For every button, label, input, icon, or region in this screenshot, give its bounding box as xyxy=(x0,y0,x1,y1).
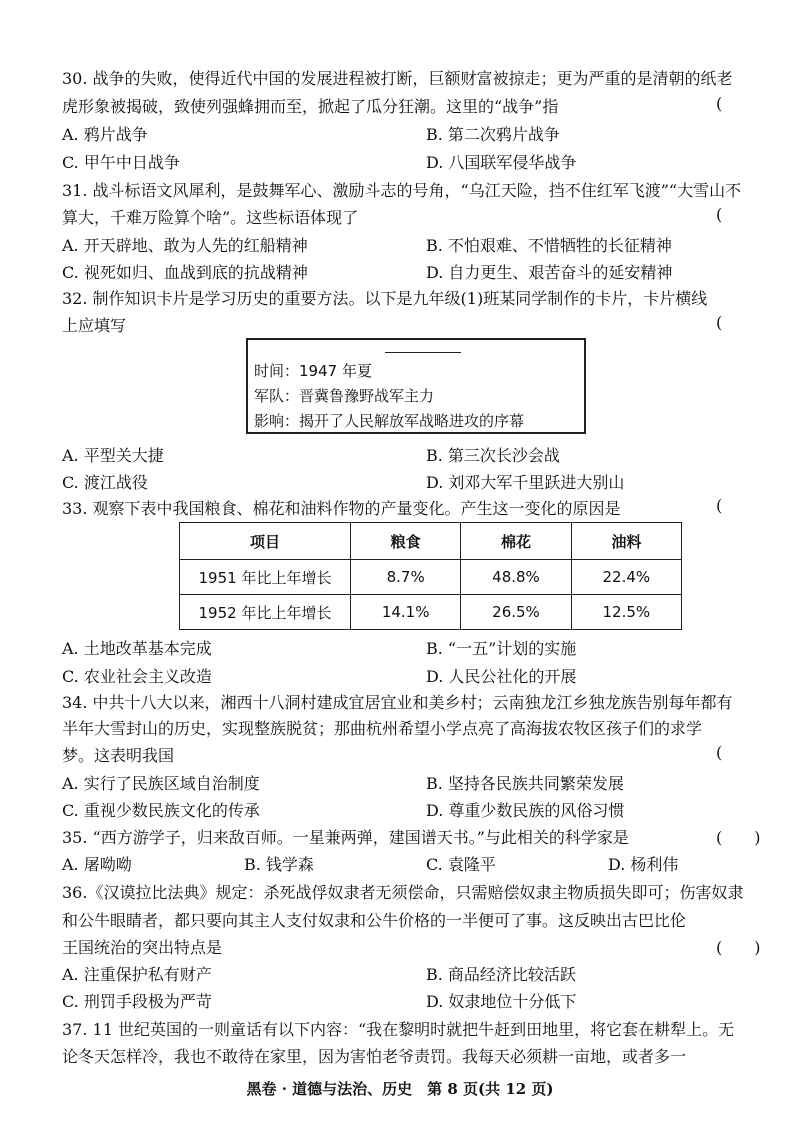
table-header-cell: 项目 xyxy=(180,523,351,560)
q33-option-c: C. 农业社会主义改造 xyxy=(62,667,212,686)
q34-stem-line2: 半年大雪封山的历史，实现整族脱贫；那曲杭州希望小学点亮了高海拔农牧区孩子们的求学 xyxy=(62,719,703,738)
q32-answer-bracket: ( xyxy=(716,313,723,332)
q35-stem-line1: 35. “西方游学子，归来敌百师。一星兼两弹，建国谱天书。”与此相关的科学家是 xyxy=(62,828,629,847)
q31-option-b: B. 不怕艰难、不惜牺牲的长征精神 xyxy=(426,236,672,255)
table-header-cell: 粮食 xyxy=(351,523,461,560)
q34-option-a: A. 实行了民族区域自治制度 xyxy=(62,774,260,793)
q34-stem-line1: 34. 中共十八大以来，湘西十八洞村建成宜居宜业和美乡村；云南独龙江乡独龙族告别每年都有 xyxy=(62,693,733,712)
q30-option-b: B. 第二次鸦片战争 xyxy=(426,125,560,144)
q37-stem-line1: 37. 11 世纪英国的一则童话有以下内容：“我在黎明时就把牛赶到田地里，将它套在耕犁上。无 xyxy=(62,1020,735,1039)
table-header-cell: 棉花 xyxy=(461,523,571,560)
q32-stem-line2: 上应填写 xyxy=(62,316,127,335)
q33-option-b: B. “一五”计划的实施 xyxy=(426,639,577,658)
q32-option-a: A. 平型关大捷 xyxy=(62,446,164,465)
table-cell: 22.4% xyxy=(571,560,681,595)
table-cell: 12.5% xyxy=(571,595,681,630)
q32-option-c: C. 渡江战役 xyxy=(62,473,148,492)
q36-stem-line2: 和公牛眼睛者，都只要向其主人支付奴隶和公牛价格的一半便可了事。这反映出古巴比伦 xyxy=(62,911,687,930)
table-row xyxy=(180,560,682,595)
q30-option-c: C. 甲午中日战争 xyxy=(62,153,180,172)
knowledge-card xyxy=(246,338,586,434)
q35-option-a: A. 屠呦呦 xyxy=(62,855,132,874)
q34-answer-bracket: ( xyxy=(716,743,723,762)
q31-stem-line2: 算大，千难万险算个啥”。这些标语体现了 xyxy=(62,208,359,227)
table-cell: 8.7% xyxy=(351,560,461,595)
q30-answer-bracket: ( xyxy=(716,94,723,113)
production-table xyxy=(179,522,682,630)
q31-stem-line1: 31. 战斗标语文风犀利，是鼓舞军心、激励斗志的号角，“乌江天险，挡不住红军飞渡”“大雪山不 xyxy=(62,181,742,200)
q34-option-b: B. 坚持各民族共同繁荣发展 xyxy=(426,774,624,793)
card-time: 时间：1947 年夏 xyxy=(254,362,372,380)
q30-stem-line2: 虎形象被揭破，致使列强蜂拥而至，掀起了瓜分狂潮。这里的“战争”指 xyxy=(62,97,559,116)
q31-option-a: A. 开天辟地、敢为人先的红船精神 xyxy=(62,236,308,255)
q36-option-b: B. 商品经济比较活跃 xyxy=(426,965,576,984)
q35-option-b: B. 钱学森 xyxy=(244,855,314,874)
q34-option-c: C. 重视少数民族文化的传承 xyxy=(62,801,260,820)
table-cell: 1952 年比上年增长 xyxy=(180,595,351,630)
q34-option-d: D. 尊重少数民族的风俗习惯 xyxy=(426,801,625,820)
q31-option-c: C. 视死如归、血战到底的抗战精神 xyxy=(62,263,308,282)
q33-option-d: D. 人民公社化的开展 xyxy=(426,667,577,686)
table-header-row xyxy=(180,523,682,560)
q30-stem-line1: 30. 战争的失败，使得近代中国的发展进程被打断，巨额财富被掠走；更为严重的是清朝的纸老 xyxy=(62,69,733,88)
card-army: 军队：晋冀鲁豫野战军主力 xyxy=(254,387,435,405)
q31-answer-bracket: ( xyxy=(716,205,723,224)
card-impact: 影响：揭开了人民解放军战略进攻的序幕 xyxy=(254,412,525,430)
q33-answer-bracket: ( xyxy=(716,496,723,515)
q33-option-a: A. 土地改革基本完成 xyxy=(62,639,212,658)
q32-stem-line1: 32. 制作知识卡片是学习历史的重要方法。以下是九年级(1)班某同学制作的卡片，卡片横线 xyxy=(62,289,708,308)
q36-option-a: A. 注重保护私有财产 xyxy=(62,965,212,984)
table-row xyxy=(180,595,682,630)
q36-answer-bracket: ( ) xyxy=(716,938,761,957)
q33-stem-line1: 33. 观察下表中我国粮食、棉花和油料作物的产量变化。产生这一变化的原因是 xyxy=(62,499,621,518)
q36-option-c: C. 刑罚手段极为严苛 xyxy=(62,992,212,1011)
page-footer: 黑卷 · 道德与法治、历史 第 8 页(共 12 页) xyxy=(246,1080,554,1098)
q30-option-d: D. 八国联军侵华战争 xyxy=(426,153,577,172)
q32-option-b: B. 第三次长沙会战 xyxy=(426,446,560,465)
q36-stem-line3: 王国统治的突出特点是 xyxy=(62,938,223,957)
q31-option-d: D. 自力更生、艰苦奋斗的延安精神 xyxy=(426,263,673,282)
q37-stem-line2: 论冬天怎样冷，我也不敢待在家里，因为害怕老爷责罚。我每天必须耕一亩地，或者多一 xyxy=(62,1047,687,1066)
q36-option-d: D. 奴隶地位十分低下 xyxy=(426,992,577,1011)
q35-option-c: C. 袁隆平 xyxy=(426,855,496,874)
table-header-cell: 油料 xyxy=(571,523,681,560)
q34-stem-line3: 梦。这表明我国 xyxy=(62,746,175,765)
q32-option-d: D. 刘邓大军千里跃进大别山 xyxy=(426,473,625,492)
card-blank-line xyxy=(385,352,461,353)
q35-option-d: D. 杨利伟 xyxy=(608,855,679,874)
q30-option-a: A. 鸦片战争 xyxy=(62,125,148,144)
q35-answer-bracket: ( ) xyxy=(716,828,761,847)
table-cell: 48.8% xyxy=(461,560,571,595)
table-cell: 26.5% xyxy=(461,595,571,630)
table-cell: 1951 年比上年增长 xyxy=(180,560,351,595)
table-cell: 14.1% xyxy=(351,595,461,630)
q36-stem-line1: 36.《汉谟拉比法典》规定：杀死战俘奴隶者无须偿命，只需赔偿奴隶主物质损失即可；伤害奴隶 xyxy=(62,883,744,902)
